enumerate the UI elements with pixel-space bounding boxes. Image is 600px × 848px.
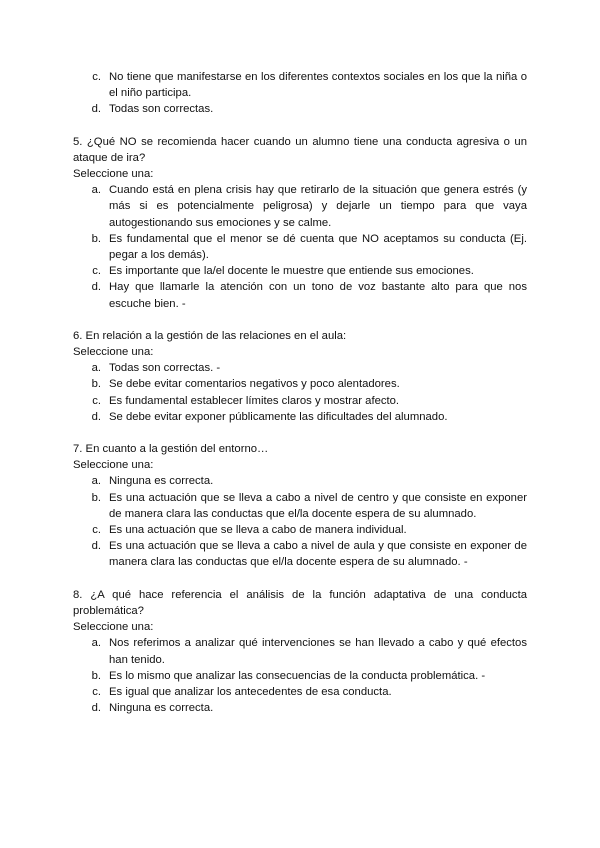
question-text: 6. En relación a la gestión de las relaciones en el aula: [73, 329, 347, 342]
option-letter: a. [91, 362, 101, 375]
option-text: Se debe evitar exponer públicamente las dificultades del alumnado. [109, 410, 448, 423]
option-text: Es igual que analizar los antecedentes de esa conducta. [109, 685, 392, 698]
select-label: Seleccione una: [73, 168, 154, 181]
option-letter: b. [91, 378, 101, 391]
option-b [73, 231, 527, 263]
option-d [73, 279, 527, 311]
option-text: Todas son correctas. - [109, 362, 221, 375]
option-c [73, 522, 527, 538]
option-a [73, 473, 527, 489]
option-letter: d. [91, 410, 101, 423]
question-8 [73, 587, 527, 717]
option-text: Nos referimos a analizar qué intervenciones se han llevado a cabo y qué efectos han tenido. [109, 637, 527, 666]
question-5 [73, 134, 527, 312]
option-c [73, 263, 527, 279]
question-text: 8. ¿A qué hace referencia el análisis de la función adaptativa de una conducta problemática? [73, 588, 527, 617]
option-a [73, 360, 527, 376]
option-letter: d. [91, 281, 101, 294]
option-letter: c. [92, 71, 101, 83]
option-d [73, 409, 527, 425]
option-text: Es una actuación que se lleva a cabo de manera individual. [109, 524, 407, 537]
option-letter: b. [91, 232, 101, 245]
option-letter: a. [91, 184, 101, 197]
option-text: Es una actuación que se lleva a cabo a nivel de aula y que consiste en exponer de manera clara las conductas que el/la docente espera de su alumnado. - [109, 540, 527, 569]
option-text: Es una actuación que se lleva a cabo a nivel de centro y que consiste en exponer de manera clara las conductas que el/la docente espera de su alumnado. [109, 491, 527, 520]
question-6 [73, 328, 527, 425]
option-letter: d. [91, 103, 101, 116]
option-b [73, 490, 527, 522]
option-text: Es fundamental que el menor se dé cuenta que NO aceptamos su conducta (Ej. pegar a los demás). [109, 232, 527, 262]
option-text: Cuando está en plena crisis hay que retirarlo de la situación que genera estrés (y más si es potencialmente peligrosa) y dejarle un tiempo para que vaya autogestionando sus emociones y se calme. [109, 184, 527, 229]
option-c [73, 393, 527, 409]
question-text: 7. En cuanto a la gestión del entorno… [73, 443, 269, 456]
option-letter: d. [91, 702, 101, 715]
option-list [73, 635, 527, 716]
option-letter: b. [91, 669, 101, 682]
option-text: Hay que llamarle la atención con un tono de voz bastante alto para que nos escuche bien. - [109, 281, 527, 310]
option-letter: c. [92, 394, 101, 407]
option-d [73, 538, 527, 570]
option-text: Ninguna es correcta. [109, 475, 214, 488]
option-a [73, 635, 527, 667]
option-letter: d. [91, 540, 101, 553]
document-page [73, 69, 527, 732]
option-b [73, 668, 527, 684]
option-letter: c. [92, 524, 101, 537]
question-text: 5. ¿Qué NO se recomienda hacer cuando un alumno tiene una conducta agresiva o un ataque de ira? [73, 135, 527, 164]
option-letter: a. [91, 475, 101, 488]
question-4-continuation [73, 69, 527, 118]
select-label: Seleccione una: [73, 346, 154, 359]
option-text: Todas son correctas. [109, 103, 214, 116]
option-list [73, 473, 527, 570]
option-text: Se debe evitar comentarios negativos y poco alentadores. [109, 378, 400, 391]
question-7 [73, 441, 527, 571]
select-label: Seleccione una: [73, 459, 154, 472]
option-text: Es lo mismo que analizar las consecuencias de la conducta problemática. - [109, 669, 486, 682]
option-b [73, 376, 527, 392]
option-list [73, 182, 527, 312]
option-text: Ninguna es correcta. [109, 702, 214, 715]
option-letter: c. [92, 685, 101, 698]
select-label: Seleccione una: [73, 621, 154, 634]
option-list [73, 69, 527, 118]
option-c [73, 684, 527, 700]
option-letter: a. [91, 637, 101, 650]
option-text: Es fundamental establecer límites claros y mostrar afecto. [109, 394, 400, 407]
option-d [73, 101, 527, 117]
option-c [73, 69, 527, 101]
option-d [73, 700, 527, 716]
option-list [73, 360, 527, 425]
option-letter: c. [92, 265, 101, 278]
option-text: No tiene que manifestarse en los diferentes contextos sociales en los que la niña o el niño participa. [109, 71, 527, 100]
option-a [73, 182, 527, 231]
option-letter: b. [91, 491, 101, 504]
option-text: Es importante que la/el docente le muestre que entiende sus emociones. [109, 265, 474, 278]
